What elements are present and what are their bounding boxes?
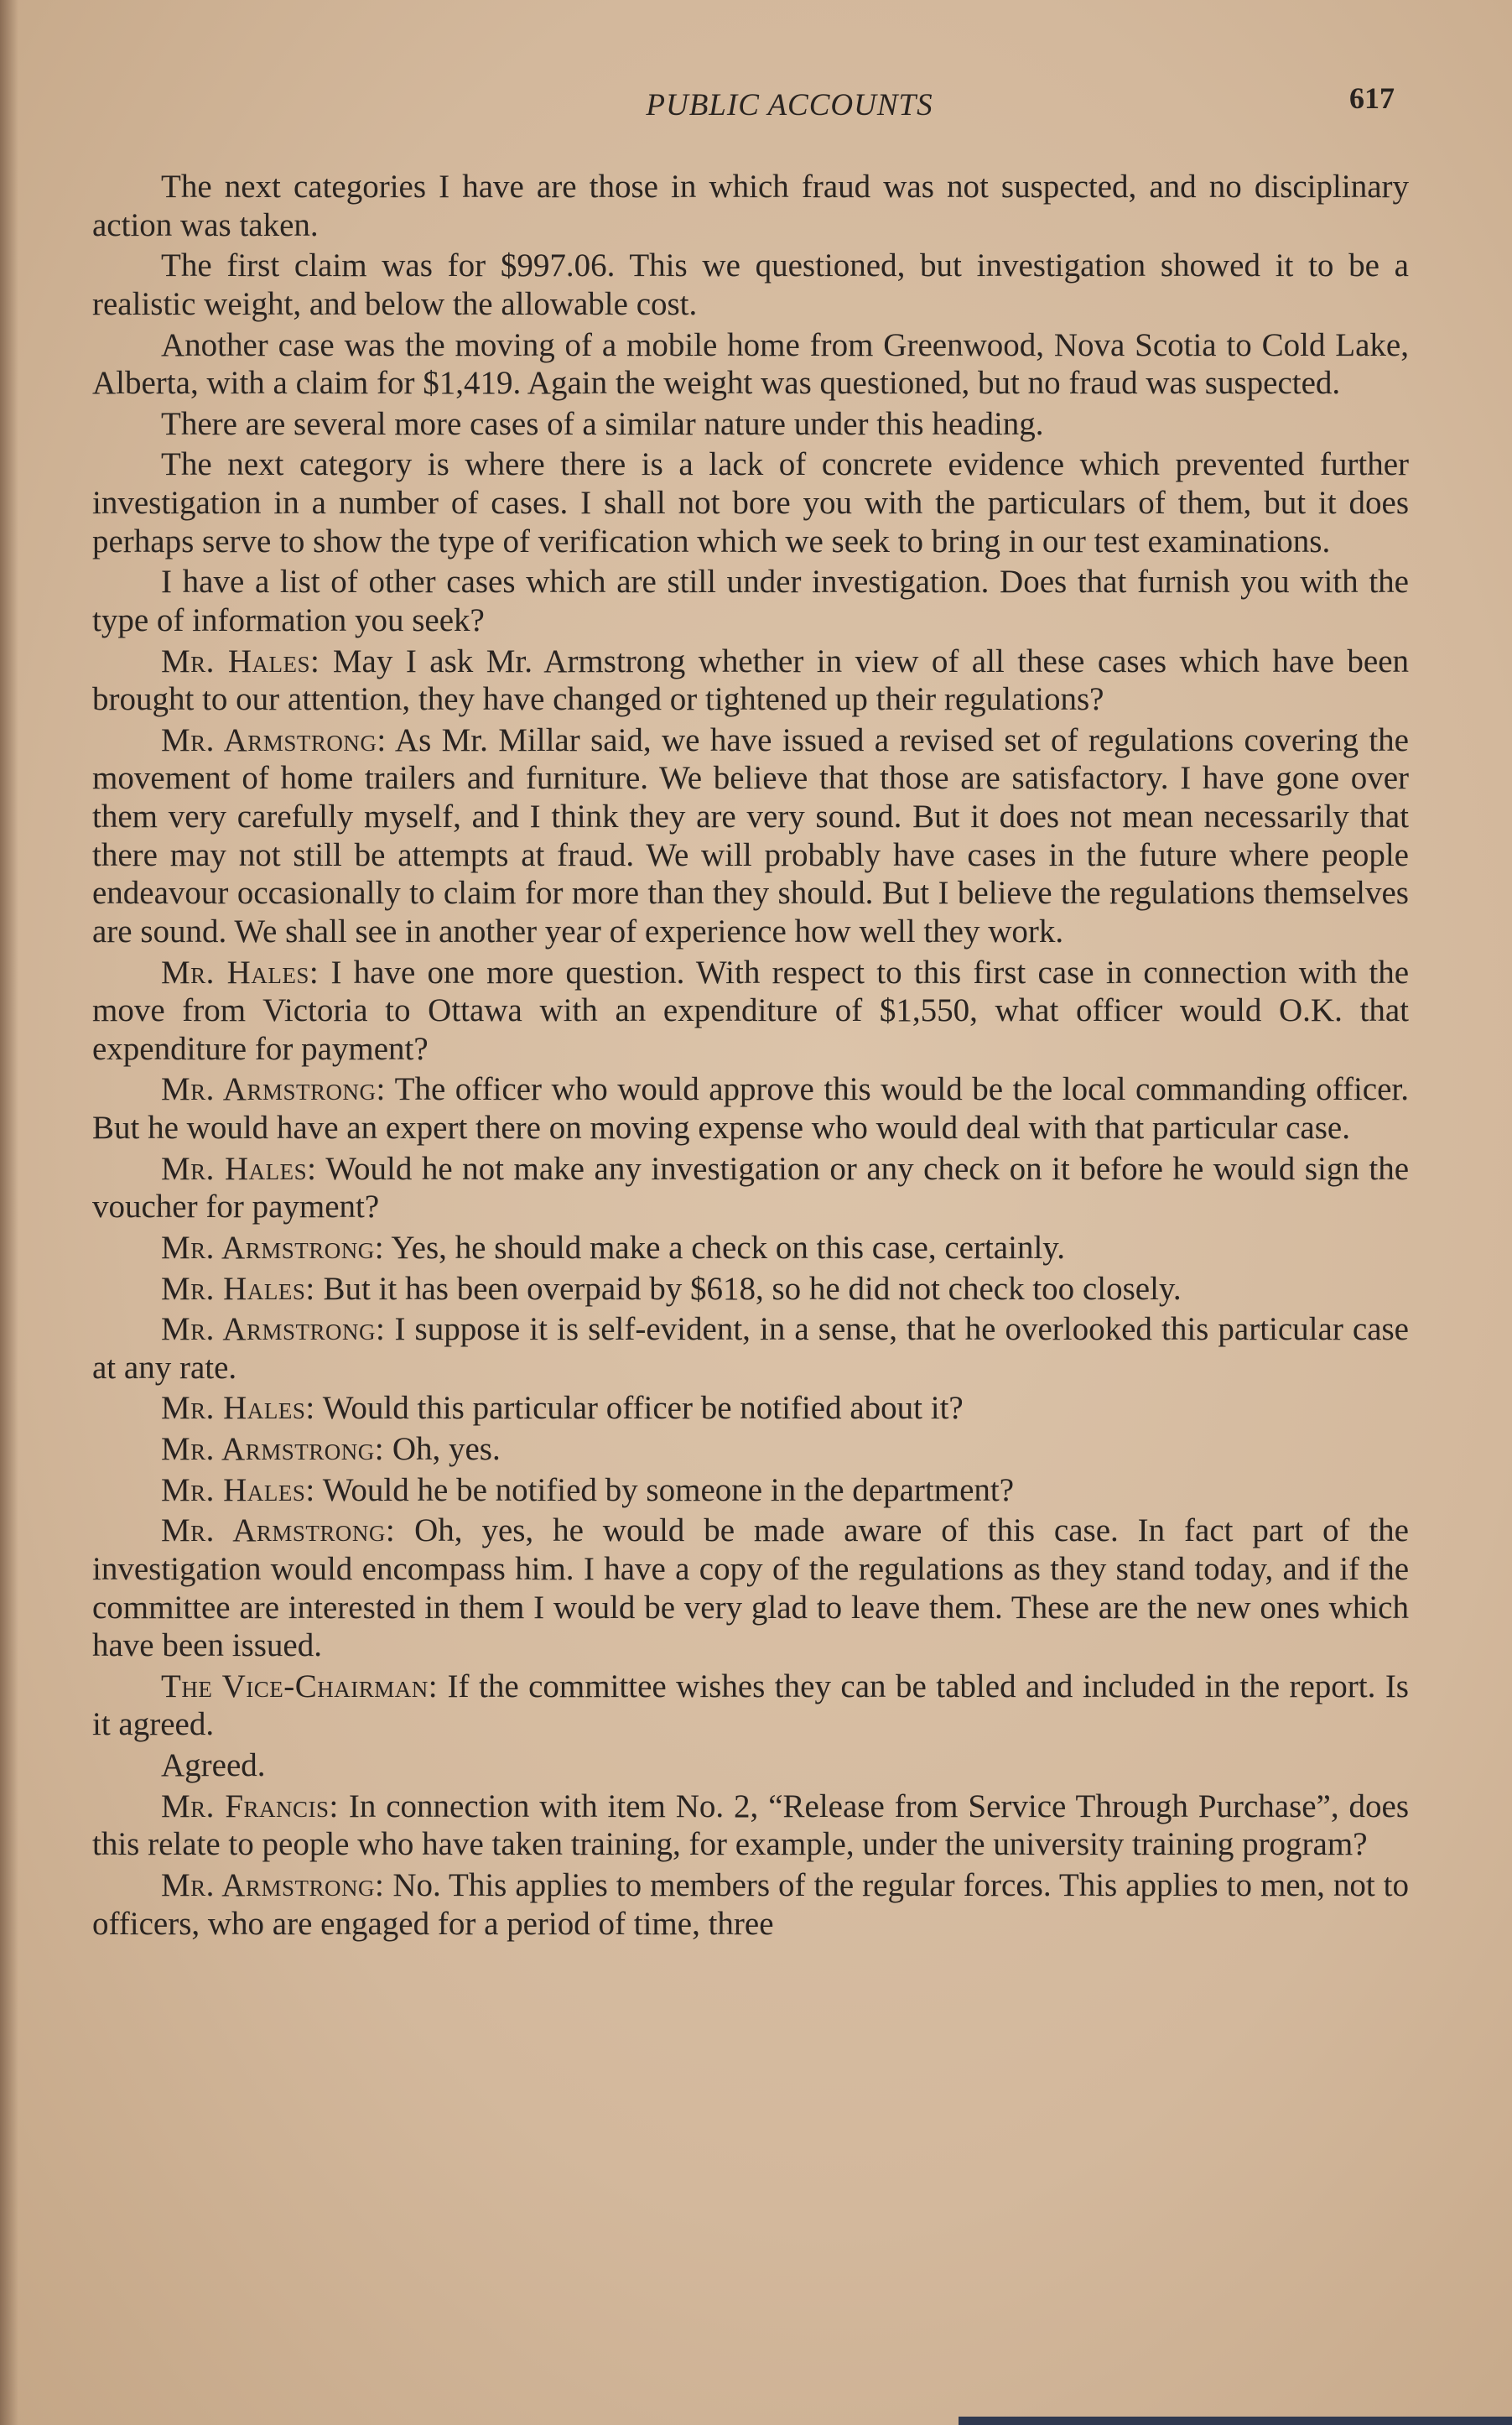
speaker-label: Mr. Francis: — [161, 1788, 339, 1824]
paragraph-text: Oh, yes, he would be made aware of this case. In fact part of the investigation would encompass him. I have a copy of the regulations as they stand today, and if the committee are interested in them I would be very glad to leave them. These are the new ones which have been issued. — [92, 1512, 1409, 1664]
paragraph-text: There are several more cases of a similar nature under this heading. — [161, 405, 1044, 442]
paragraph-text: No. This applies to members of the regular forces. This applies to men, not to officers, who are engaged for a period of time, three — [92, 1866, 1410, 1942]
paragraph — [92, 1788, 1409, 1864]
speaker-label: Mr. Armstrong: — [161, 721, 387, 758]
body-text — [92, 168, 1409, 1943]
speaker-label: Mr. Armstrong: — [161, 1229, 385, 1266]
paragraph — [92, 1866, 1409, 1943]
speaker-label: Mr. Hales: — [161, 643, 320, 679]
paragraph-text: Yes, he should make a check on this case, certainly. — [391, 1229, 1066, 1266]
paragraph-text: Would this particular officer be notified about it? — [322, 1390, 964, 1427]
paragraph-text: May I ask Mr. Armstrong whether in view of all these cases which have been brought to our attention, they have changed or tightened up their regulations? — [92, 643, 1410, 718]
paragraph-text: Another case was the moving of a mobile home from Greenwood, Nova Scotia to Cold Lake, Alberta, with a claim for $1,419. Again the weight was questioned, but no fraud was suspected. — [92, 326, 1409, 402]
speaker-label: The Vice-Chairman: — [161, 1668, 439, 1704]
paragraph — [92, 1471, 1409, 1510]
speaker-label: Mr. Hales: — [161, 954, 320, 991]
paragraph — [92, 405, 1409, 444]
paragraph-text: Agreed. — [161, 1747, 266, 1783]
paragraph-text: Oh, yes. — [392, 1431, 501, 1467]
paragraph — [92, 247, 1409, 323]
paragraph — [92, 168, 1409, 244]
running-head: PUBLIC ACCOUNTS — [646, 88, 933, 122]
paragraph — [92, 1270, 1409, 1309]
paragraph — [92, 1229, 1409, 1267]
paragraph-text: In connection with item No. 2, “Release from Service Through Purchase”, does this relate to people who have taken training, for example, under the university training program? — [92, 1788, 1410, 1863]
speaker-label: Mr. Hales: — [161, 1471, 315, 1508]
paragraph-text: I have one more question. With respect to this first case in connection with the move from Victoria to Ottawa with an expenditure of $1,550, what officer would O.K. that expenditure for payment? — [92, 954, 1410, 1067]
paragraph — [92, 1070, 1409, 1147]
paragraph — [92, 643, 1409, 719]
speaker-label: Mr. Armstrong: — [161, 1311, 386, 1348]
binding-strip — [959, 2417, 1512, 2425]
speaker-label: Mr. Armstrong: — [161, 1431, 385, 1467]
paragraph-text: The next categories I have are those in which fraud was not suspected, and no disciplinary action was taken. — [92, 169, 1409, 243]
paragraph — [92, 1746, 1409, 1785]
paragraph — [92, 1389, 1409, 1428]
paragraph-text: The next category is where there is a lack of concrete evidence which prevented further investigation in a number of cases. I shall not bore you with the particulars of them, but it does perhaps serve to show the type of verification which we seek to bring in our test examinations. — [92, 446, 1409, 559]
paragraph-text: If the committee wishes they can be tabled and included in the report. Is it agreed. — [92, 1668, 1409, 1743]
paragraph — [92, 1310, 1409, 1387]
paragraph-text: As Mr. Millar said, we have issued a revised set of regulations covering the movement of home trailers and furniture. We believe that those are satisfactory. I have gone over them very carefully myself, and I think they are very sound. But it does not mean necessarily that there may not still be attempts at fraud. We will probably have cases in the future where people endeavour occasionally to claim for more than they should. But I believe the regulations themselves are sound. We shall see in another year of experience how well they work. — [92, 721, 1409, 950]
paragraph-text: Would he not make any investigation or any check on it before he would sign the voucher for payment? — [92, 1150, 1410, 1226]
speaker-label: Mr. Armstrong: — [161, 1512, 396, 1549]
paragraph-text: The officer who would approve this would be the local commanding officer. But he would have an expert there on moving expense who would deal with that particular case. — [92, 1071, 1409, 1146]
speaker-label: Mr. Hales: — [161, 1390, 315, 1427]
speaker-label: Mr. Armstrong: — [161, 1071, 386, 1108]
speaker-label: Mr. Armstrong: — [161, 1866, 385, 1903]
paragraph-text: I suppose it is self-evident, in a sense, that he overlooked this particular case at any rate. — [92, 1311, 1409, 1386]
paragraph — [92, 1150, 1409, 1226]
paragraph — [92, 1668, 1409, 1744]
page-number: 617 — [1349, 81, 1395, 115]
paragraph — [92, 1512, 1409, 1665]
paragraph — [92, 326, 1409, 403]
paragraph-text: Would he be notified by someone in the department? — [322, 1471, 1015, 1508]
paragraph — [92, 954, 1409, 1069]
speaker-label: Mr. Hales: — [161, 1270, 315, 1307]
paragraph — [92, 1430, 1409, 1469]
paragraph — [92, 445, 1409, 560]
speaker-label: Mr. Hales: — [161, 1150, 317, 1187]
paragraph-text: The first claim was for $997.06. This we questioned, but investigation showed it to be a realistic weight, and below the allowable cost. — [92, 247, 1409, 322]
paragraph — [92, 721, 1409, 951]
paragraph — [92, 563, 1409, 639]
paragraph-text: I have a list of other cases which are still under investigation. Does that furnish you with the type of information you seek? — [92, 564, 1409, 638]
paragraph-text: But it has been overpaid by $618, so he did not check too closely. — [323, 1270, 1182, 1307]
page-edge-shadow — [0, 0, 18, 2425]
